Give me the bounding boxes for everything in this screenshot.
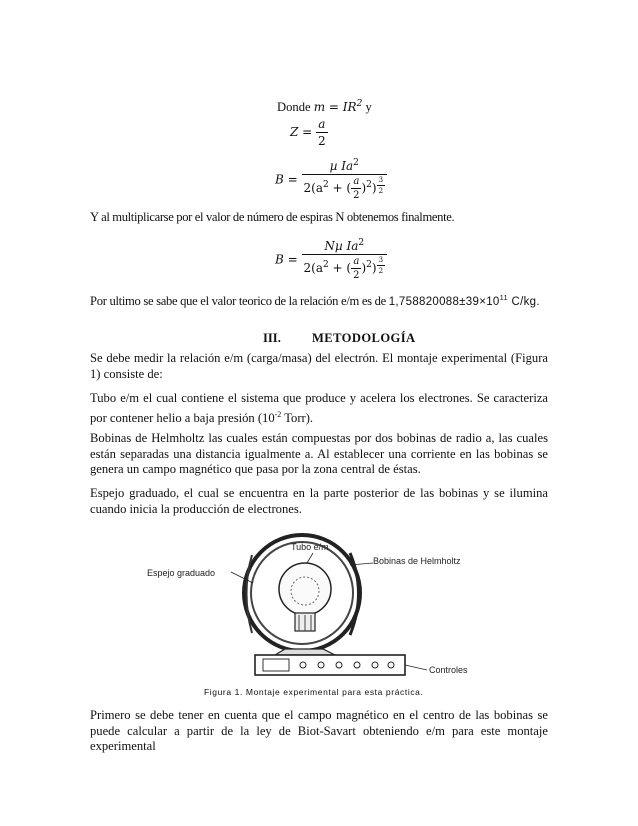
leader-tube xyxy=(307,553,313,563)
b-formula-2-den-mid: + ( xyxy=(328,261,352,275)
paragraph-measure: Se debe medir la relación e/m (carga/masa) del electrón. El montaje experimental (Figura 1) consiste de: xyxy=(90,351,548,381)
b-formula-1-lhs: B = xyxy=(275,172,298,187)
b-formula-2-denominator xyxy=(302,254,388,281)
b-formula-1-inner-den: 2 xyxy=(353,190,360,201)
formula-intro xyxy=(277,97,372,116)
z-formula-denominator: 2 xyxy=(318,134,326,148)
m-expression xyxy=(314,100,363,114)
paragraph-mirror: Espejo graduado, el cual se encuentra en la parte posterior de las bobinas y se ilumina cuando inicia la producción de electrones. xyxy=(90,486,548,516)
b-formula-1-inner-num: a xyxy=(353,176,360,187)
b-formula-1-num-exp: 2 xyxy=(353,158,359,168)
b-formula-1 xyxy=(275,158,387,201)
b-formula-1-outer-exp-den: 2 xyxy=(378,187,384,195)
leader-mirror xyxy=(231,572,253,583)
b-formula-2-outer-exp-den: 2 xyxy=(378,267,384,275)
b-formula-2-lhs: B = xyxy=(275,252,298,267)
b-formula-2-num-text: Nµ Ia xyxy=(324,239,359,253)
z-formula-numerator: a xyxy=(318,117,326,131)
label-tube: Tubo e/m xyxy=(291,542,329,552)
section-number: III. xyxy=(263,331,281,345)
paragraph-tube xyxy=(90,391,548,426)
label-mirror: Espejo graduado xyxy=(147,568,216,578)
b-formula-2 xyxy=(275,238,387,281)
theory-value-number xyxy=(388,293,540,308)
b-formula-2-den-sq: 2 xyxy=(366,260,372,270)
formula-intro-conj: y xyxy=(365,100,372,114)
b-formula-1-den-close: ) xyxy=(361,181,367,195)
b-formula-2-inner-num: a xyxy=(353,256,360,267)
b-formula-2-num-exp: 2 xyxy=(358,238,365,248)
z-formula-lhs: Z = xyxy=(290,125,313,139)
section-heading xyxy=(263,331,416,346)
b-formula-1-numerator xyxy=(328,158,361,174)
em-tube-bulb xyxy=(279,563,331,615)
section-title: METODOLOGÍA xyxy=(312,331,416,345)
multiply-text: Y al multiplicarse por el valor de número de espiras N obtenemos finalmente. xyxy=(90,210,455,224)
b-formula-1-outer-exp xyxy=(377,176,385,195)
theory-value-mantissa: 1,758820088±39×10 xyxy=(388,295,500,308)
figure-caption: Figura 1. Montaje experimental para esta práctica. xyxy=(204,687,424,697)
b-formula-2-den-pre: 2(a xyxy=(303,261,323,275)
label-controls: Controles xyxy=(429,665,468,675)
b-formula-1-num-text: µ Ia xyxy=(329,159,354,173)
m-expression-text: m = IR xyxy=(313,100,357,114)
b-formula-1-den-end: ) xyxy=(371,181,377,195)
m-expression-exponent: 2 xyxy=(356,99,363,109)
paragraph-tube-exponent: -2 xyxy=(274,409,282,419)
b-formula-1-outer-exp-num: 3 xyxy=(378,176,384,184)
paragraph-helmholtz: Bobinas de Helmholtz las cuales están compuestas por dos bobinas de radio a, las cuales están separadas una distancia igualmente a. Al establecer una corriente en las bobinas se genera un campo magnético que pasa por la zona central de éstas. xyxy=(90,431,548,476)
b-formula-1-inner-frac xyxy=(351,176,361,201)
b-formula-2-den-exp: 2 xyxy=(323,260,329,270)
b-formula-2-fraction xyxy=(302,238,388,281)
theory-value-line xyxy=(90,290,540,310)
b-formula-2-inner-den: 2 xyxy=(353,270,360,281)
theory-value-exponent: 11 xyxy=(499,293,508,302)
b-formula-2-den-close: ) xyxy=(361,261,367,275)
b-formula-1-den-exp: 2 xyxy=(323,180,329,190)
b-formula-1-fraction xyxy=(302,158,388,201)
formula-intro-prefix: Donde xyxy=(277,100,311,114)
b-formula-2-numerator xyxy=(322,238,366,254)
b-formula-2-outer-exp xyxy=(377,256,385,275)
b-formula-1-den-pre: 2(a xyxy=(303,181,323,195)
coil-stand xyxy=(275,649,335,655)
paragraph-tube-text: Tubo e/m el cual contiene el sistema que produce y acelera los electrones. Se caracteriza por contener helio a baja presión (10 xyxy=(90,391,548,425)
b-formula-1-den-mid: + ( xyxy=(328,181,352,195)
paragraph-tube-end: Torr). xyxy=(281,410,314,425)
b-formula-1-denominator xyxy=(302,174,388,201)
b-formula-2-den-end: ) xyxy=(371,261,377,275)
paragraph-biot-savart: Primero se debe tener en cuenta que el campo magnético en el centro de las bobinas se puede calcular a partir de la ley de Biot-Savart obteniendo e/m para este montaje experimental xyxy=(90,708,548,753)
z-formula-fraction xyxy=(316,117,328,148)
theory-value-text: Por ultimo se sabe que el valor teorico de la relación e/m es de xyxy=(90,293,389,308)
z-formula xyxy=(290,117,328,148)
control-base xyxy=(255,655,405,675)
leader-controls xyxy=(405,665,427,670)
b-formula-2-inner-frac xyxy=(351,256,361,281)
b-formula-2-outer-exp-num: 3 xyxy=(378,256,384,264)
label-helmholtz: Bobinas de Helmholtz xyxy=(373,556,461,566)
experimental-setup-figure xyxy=(145,523,585,683)
b-formula-1-den-sq: 2 xyxy=(366,180,372,190)
theory-value-unit: C/kg. xyxy=(508,295,540,308)
